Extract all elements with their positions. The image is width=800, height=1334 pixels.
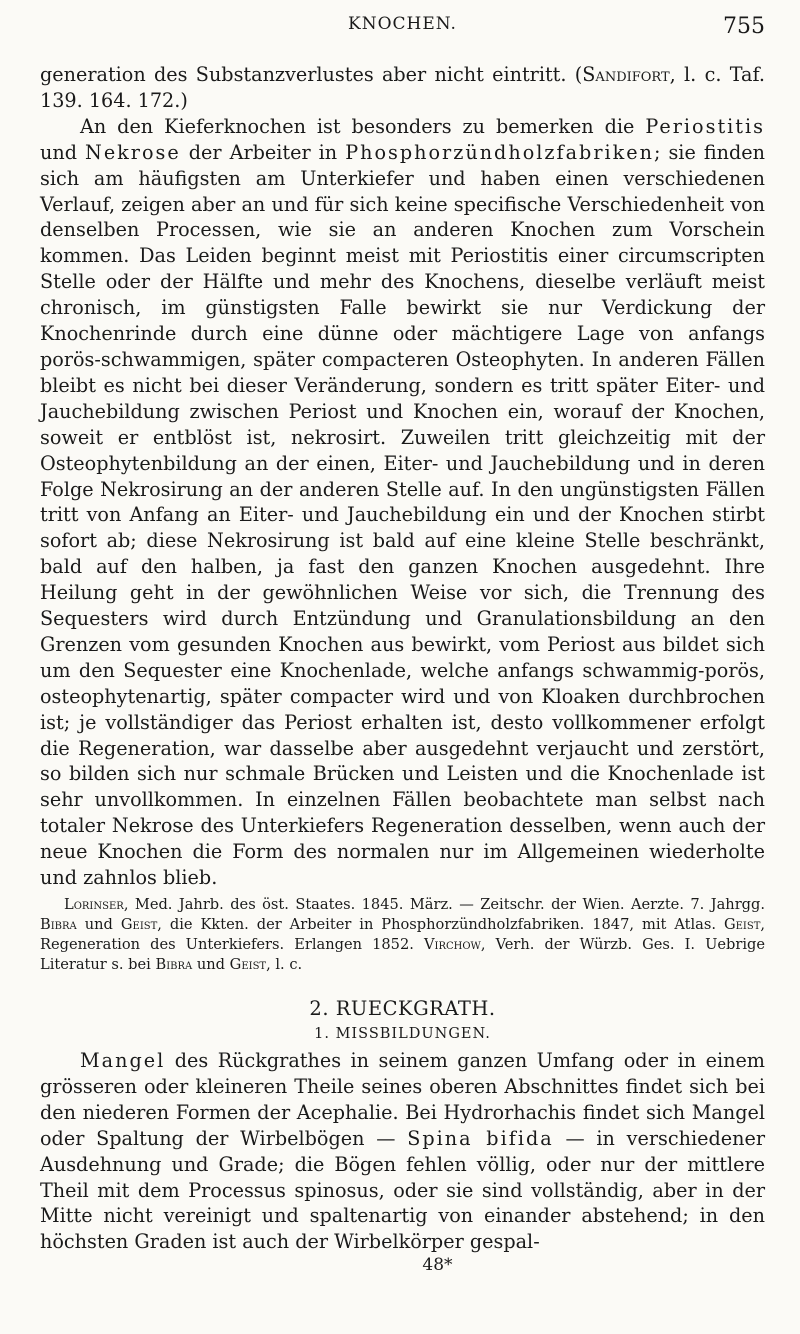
reference-segment: und xyxy=(192,956,230,973)
author-name: Geist xyxy=(723,916,761,933)
author-name: Bibra xyxy=(40,916,77,933)
literature-references xyxy=(40,895,765,975)
subsection-heading: 1. MISSBILDUNGEN. xyxy=(314,1026,491,1042)
emphasized-term: Periostitis xyxy=(645,114,765,138)
text-segment: des Rückgrathes in seinem ganzen Umfang oder in einem grösseren oder kleineren Theile seines oberen Abschnittes findet sich bei den niederen Formen der Acephalie. Bei Hydrorhachis findet sich Mangel oder Spaltung der Wirbelbögen — xyxy=(40,1049,765,1150)
running-title: KNOCHEN. xyxy=(348,14,457,34)
reference-segment: , Med. Jahrb. des öst. Staates. 1845. März. — Zeitschr. der Wien. Aerzte. 7. Jahrgg. xyxy=(123,896,765,913)
text-segment: , l. c. Taf. 139. 164. 172.) xyxy=(40,63,765,112)
sheet-signature: 48* xyxy=(422,1255,453,1276)
emphasized-term: Spina bifida xyxy=(407,1126,554,1150)
text-segment: generation des Substanzverlustes aber nicht eintritt. ( xyxy=(40,63,583,86)
text-segment: ; sie finden sich am häufigsten am Unterkiefer und haben einen verschiedenen Verlauf, zeigen aber an und für sich keine specifische Verschiedenheit von denselben Processen, wie sie an anderen Knochen zum Vorschein kommen. Das Leiden beginnt meist mit Periostitis einer circumscripten Stelle oder der Hälfte und mehr des Knochens, dieselbe verläuft meist chronisch, im günstigsten Falle bewirkt sie nur Verdickung der Knochenrinde durch eine dünne oder mächtigere Lage von anfangs porös-schwammigen, später compacteren Osteophyten. In anderen Fällen bleibt es nicht bei dieser Veränderung, sondern es tritt später Eiter- und Jauchebildung zwischen Periost und Knochen ein, worauf der Knochen, soweit er entblöst ist, nekrosirt. Zuweilen tritt gleichzeitig mit der Osteophytenbildung an der einen, Eiter- und Jauchebildung und in deren Folge Nekrosirung an der anderen Stelle auf. In den ungünstigsten Fällen tritt von Anfang an Eiter- und Jauchebildung ein und der Knochen stirbt sofort ab; diese Nekrosirung ist bald auf eine kleine Stelle beschränkt, bald auf den halben, ja fast den ganzen Knochen ausgedehnt. Ihre Heilung geht in der gewöhnlichen Weise vor sich, die Trennung des Sequesters wird durch Entzündung und Granulationsbildung an den Grenzen vom gesunden Knochen aus bewirkt, vom Periost aus bildet sich um den Sequester eine Knochenlade, welche anfangs schwammig-porös, osteophytenartig, später compacter wird und von Kloaken durchbrochen ist; je vollständiger das Periost erhalten ist, desto vollkommener erfolgt die Regeneration, war dasselbe aber ausgedehnt verjaucht und zerstört, so bilden sich nur schmale Brücken und Leisten und die Knochenlade ist sehr unvollkommen. In einzelnen Fällen beobachtete man selbst nach totaler Nekrose des Unterkiefers Regeneration desselben, wenn auch der neue Knochen die Form des normalen nur im Allgemeinen wiederholte und zahnlos blieb. xyxy=(40,140,765,890)
author-name: Sandifort xyxy=(582,63,670,86)
text-segment: und xyxy=(40,140,86,164)
paragraph-periostitis xyxy=(40,114,765,891)
author-name: Bibra xyxy=(155,956,193,973)
text-segment: — in verschiedener Ausdehnung und Grade; die Bögen fehlen völlig, oder nur der mittlere Theil mit dem Processus spinosus, oder sie sind vollständig, aber in der Mitte nicht vereinigt und spaltenartig von einander abstehend; in den höchsten Graden ist auch der Wirbelkörper gespal- xyxy=(40,1126,766,1254)
author-name: Virchow xyxy=(423,936,481,953)
reference-paragraph xyxy=(40,895,765,975)
emphasized-term: Mangel xyxy=(80,1049,166,1072)
running-head xyxy=(40,14,765,54)
paragraph-mangel xyxy=(40,1048,765,1255)
emphasized-term: Nekrose xyxy=(85,140,181,164)
section-heading: 2. RUECKGRATH. xyxy=(309,997,496,1020)
author-name: Lorinser xyxy=(64,896,124,913)
author-name: Geist xyxy=(120,916,158,933)
reference-segment: , die Kkten. der Arbeiter in Phosphorzündholzfabriken. 1847, mit Atlas. xyxy=(157,916,724,933)
section-text xyxy=(40,1048,765,1255)
book-page xyxy=(40,14,765,1320)
text-segment: der Arbeiter in xyxy=(180,140,346,164)
author-name: Geist xyxy=(229,956,267,973)
page-number: 755 xyxy=(723,14,765,39)
reference-segment: und xyxy=(76,916,121,933)
reference-segment: , l. c. xyxy=(266,956,303,973)
paragraph-continuation xyxy=(40,62,765,114)
reference-segment: , Regeneration des Unterkiefers. Erlangen 1852. xyxy=(40,916,766,953)
reference-segment: , Verh. der Würzb. Ges. I. Uebrige Literatur s. bei xyxy=(40,936,765,973)
main-text xyxy=(40,62,765,891)
emphasized-term: Phosphorzündholzfabriken xyxy=(345,140,654,164)
text-segment: An den Kieferknochen ist besonders zu bemerken die xyxy=(80,114,646,138)
